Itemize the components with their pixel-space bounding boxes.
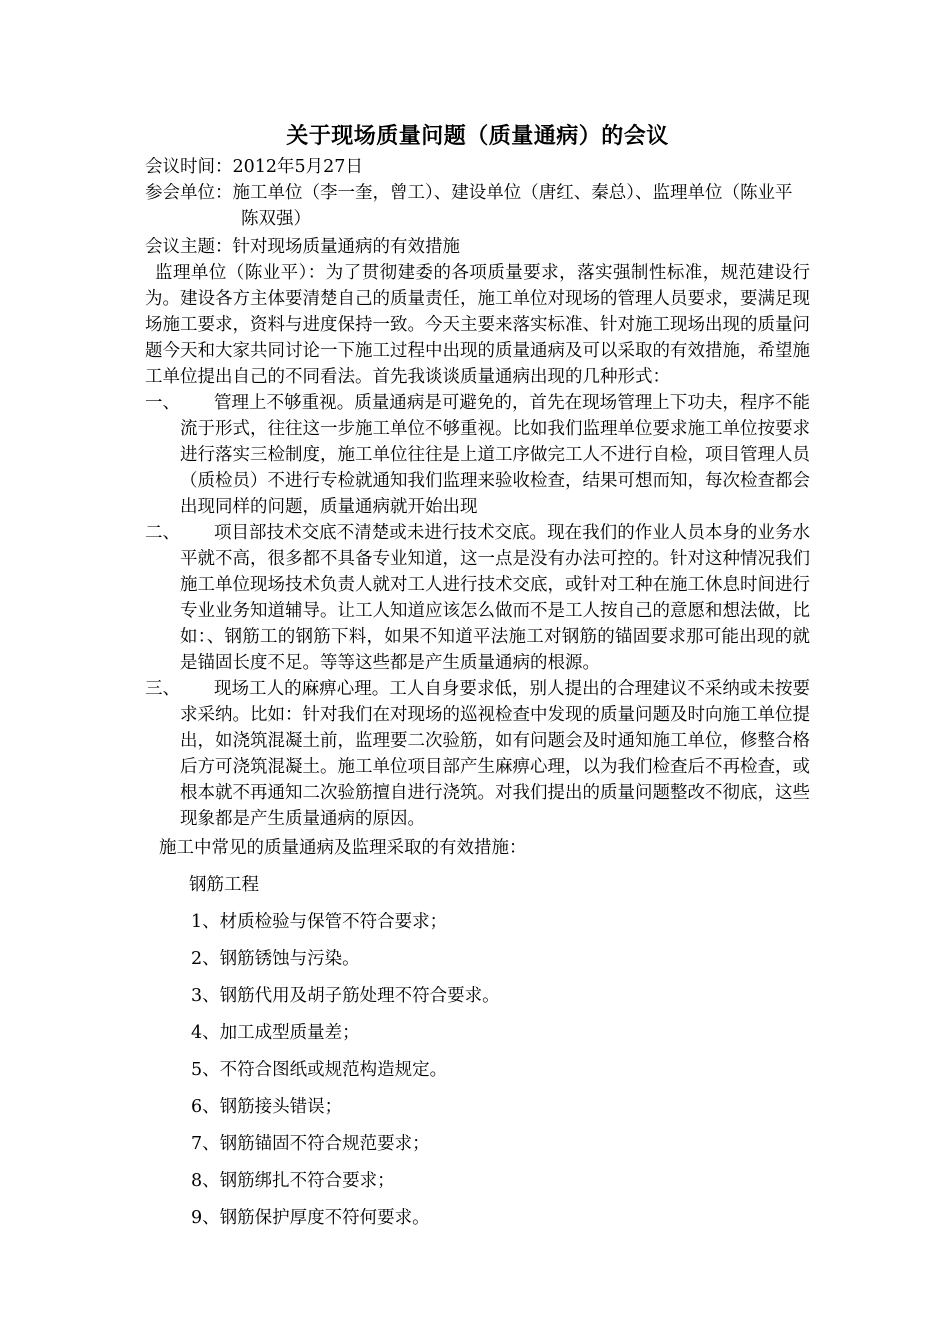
rebar-problem-list [145,908,810,1232]
problem-item-text: 现场工人的麻痹心理。工人自身要求低，别人提出的合理建议不采纳或未按要求采纳。比如：针对我们在对现场的巡视检查中发现的质量问题及时向施工单位提出，如浇筑混凝土前，监理要二次验筋，如有问题会及时通知施工单位，修整合格后方可浇筑混凝土。施工单位项目部产生麻痹心理，以为我们检查后不再检查，或根本就不再通知二次验筋擅自进行浇筑。对我们提出的质量问题整改不彻底，这些现象都是产生质量通病的原因。 [180,679,810,829]
list-item: 1、材质检验与保管不符合要求； [191,912,448,932]
section-intro: 施工中常见的质量通病及监理采取的有效措施： [159,838,527,858]
problem-item-number: 一、 [145,393,180,413]
list-item: 3、钢筋代用及胡子筋处理不符合要求。 [191,986,500,1006]
problem-item-body [180,520,810,676]
document-title: 关于现场质量问题（质量通病）的会议 [286,123,669,149]
list-item: 9、钢筋保护厚度不符何要求。 [191,1208,430,1228]
attendees-line-2: 陈双强） [241,209,311,229]
problem-item-text: 项目部技术交底不清楚或未进行技术交底。现在我们的作业人员本身的业务水平就不高，很多都不具备专业知道，这一点是没有办法可控的。针对这种情况我们施工单位现场技术负责人就对工人进行技术交底，或针对工种在施工休息时间进行专业业务知道辅导。让工人知道应该怎么做而不是工人按自己的意愿和想法做，比如：、钢筋工的钢筋下料，如果不知道平法施工对钢筋的锚固要求那可能出现的就是锚固长度不足。等等这些都是产生质量通病的根源。 [180,523,810,673]
section-heading: 钢筋工程 [189,875,259,895]
meeting-subject: 会议主题：针对现场质量通病的有效措施 [145,237,460,257]
problem-item-1 [145,390,810,520]
list-item: 4、加工成型质量差； [191,1023,360,1043]
list-item: 6、钢筋接头错误； [191,1097,343,1117]
intro-paragraph: 监理单位（陈业平）：为了贯彻建委的各项质量要求，落实强制性标准，规范建设行为。建设各方主体要清楚自己的质量责任，施工单位对现场的管理人员要求，要满足现场施工要求，资料与进度保持一致。今天主要来落实标准、针对施工现场出现的质量问题今天和大家共同讨论一下施工过程中出现的质量通病及可以采取的有效措施，希望施工单位提出自己的不同看法。首先我谈谈质量通病出现的几种形式： [145,263,810,387]
list-item: 8、钢筋绑扎不符合要求； [191,1171,395,1191]
meeting-time: 会议时间：2012年5月27日 [145,157,363,177]
problem-item-text: 管理上不够重视。质量通病是可避免的，首先在现场管理上下功夫，程序不能流于形式，往往这一步施工单位不够重视。比如我们监理单位要求施工单位按要求进行落实三检制度，施工单位往往是上道工序做完工人不进行自检，项目管理人员（质检员）不进行专检就通知我们监理来验收检查，结果可想而知，每次检查都会出现同样的问题，质量通病就开始出现 [180,393,810,517]
list-item: 2、钢筋锈蚀与污染。 [191,949,360,969]
list-item: 7、钢筋锚固不符合规范要求； [191,1134,430,1154]
document-page [145,120,810,1241]
problem-item-number: 三、 [145,679,180,699]
problem-item-2 [145,520,810,676]
problem-item-3 [145,676,810,832]
attendees-line-1: 参会单位：施工单位（李一奎，曾工）、建设单位（唐红、秦总）、监理单位（陈业平 [145,183,793,203]
problem-item-body [180,390,810,520]
problem-item-number: 二、 [145,523,180,543]
list-item: 5、不符合图纸或规范构造规定。 [191,1060,448,1080]
problem-item-body [180,676,810,832]
